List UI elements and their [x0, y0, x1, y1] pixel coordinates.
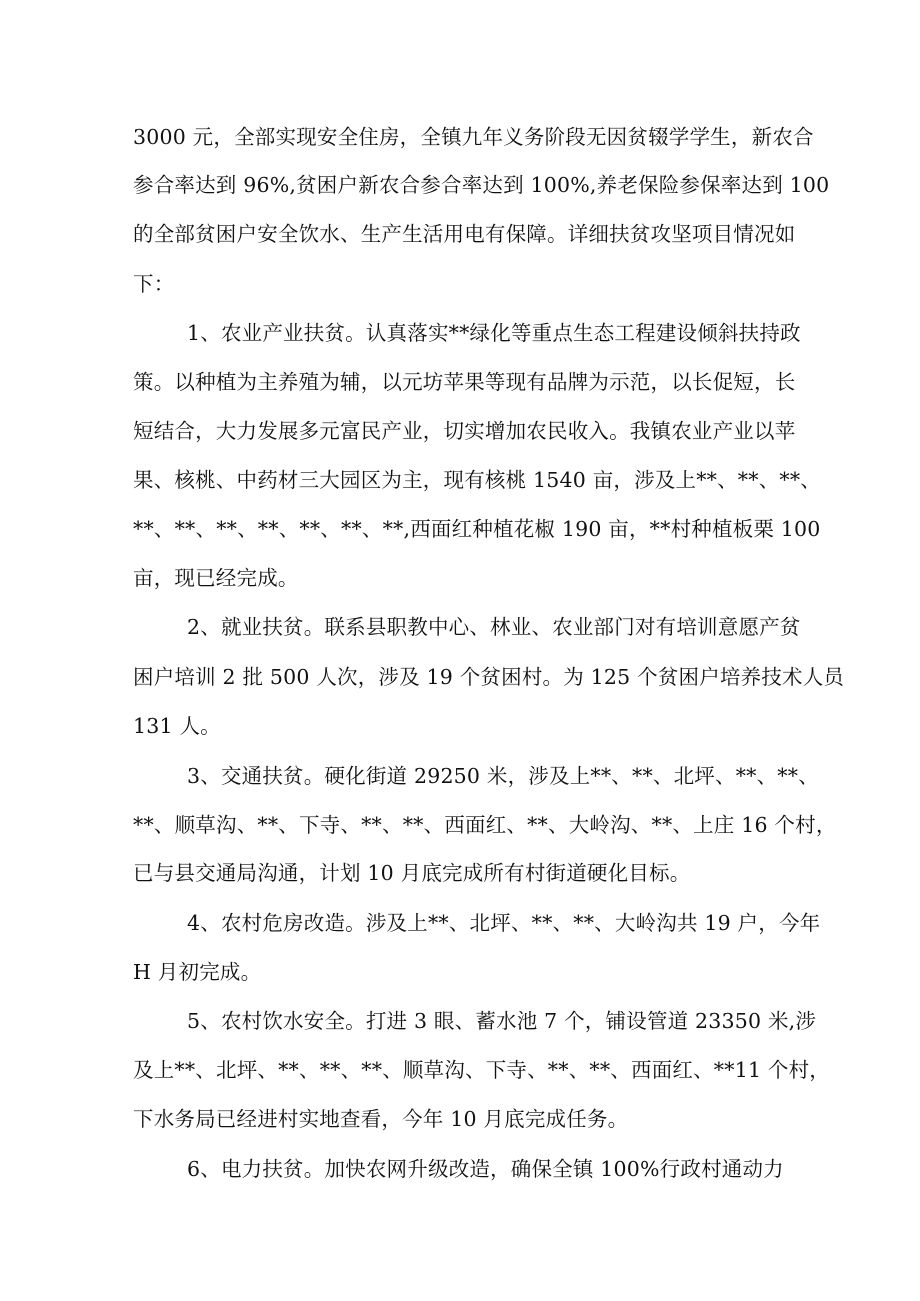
text-line: 的全部贫困户安全饮水、生产生活用电有保障。详细扶贫攻坚项目情况如: [133, 222, 796, 246]
paragraph-first-line: 1、农业产业扶贫。认真落实**绿化等重点生态工程建设倾斜扶持政: [187, 321, 801, 345]
text-line: 已与县交通局沟通，计划 10 月底完成所有村街道硬化目标。: [133, 861, 691, 885]
text-line: **、顺草沟、**、下寺、**、**、西面红、**、大岭沟、**、上庄 16 个村，: [133, 813, 837, 837]
paragraph-first-line: 4、农村危房改造。涉及上**、北坪、**、**、大岭沟共 19 户，今年: [187, 911, 821, 935]
paragraph-first-line: 5、农村饮水安全。打进 3 眼、蓄水池 7 个，铺设管道 23350 米,涉: [187, 1009, 817, 1033]
text-line: 及上**、北坪、**、**、**、顺草沟、下寺、**、**、西面红、**11 个村，: [133, 1058, 831, 1082]
text-line: 参合率达到 96%,贫困户新农合参合率达到 100%,养老保险参保率达到 100: [133, 173, 830, 197]
paragraph-first-line: 6、电力扶贫。加快农网升级改造，确保全镇 100%行政村通动力: [187, 1157, 784, 1181]
text-line: H 月初完成。: [133, 960, 262, 984]
text-line: **、**、**、**、**、**、**,西面红种植花椒 190 亩，**村种植板栗 100: [133, 517, 821, 541]
text-line: 策。以种植为主养殖为辅，以元坊苹果等现有品牌为示范，以长促短，长: [133, 370, 796, 394]
text-line: 果、核桃、中药材三大园区为主，现有核桃 1540 亩，涉及上**、**、**、: [133, 468, 822, 492]
paragraph-first-line: 3、交通扶贫。硬化街道 29250 米，涉及上**、**、北坪、**、**、: [187, 764, 819, 788]
text-line: 短结合，大力发展多元富民产业，切实增加农民收入。我镇农业产业以苹: [133, 419, 796, 443]
text-line: 131 人。: [133, 714, 221, 738]
text-line: 下：: [133, 272, 175, 296]
text-line: 3000 元，全部实现安全住房，全镇九年义务阶段无因贫辍学学生，新农合: [133, 125, 814, 149]
text-line: 困户培训 2 批 500 人次，涉及 19 个贫困村。为 125 个贫困户培养技术人员: [133, 665, 845, 689]
text-line: 下水务局已经进村实地查看，今年 10 月底完成任务。: [133, 1107, 629, 1131]
text-line: 亩，现已经完成。: [133, 566, 299, 590]
paragraph-first-line: 2、就业扶贫。联系县职教中心、林业、农业部门对有培训意愿产贫: [187, 615, 801, 639]
